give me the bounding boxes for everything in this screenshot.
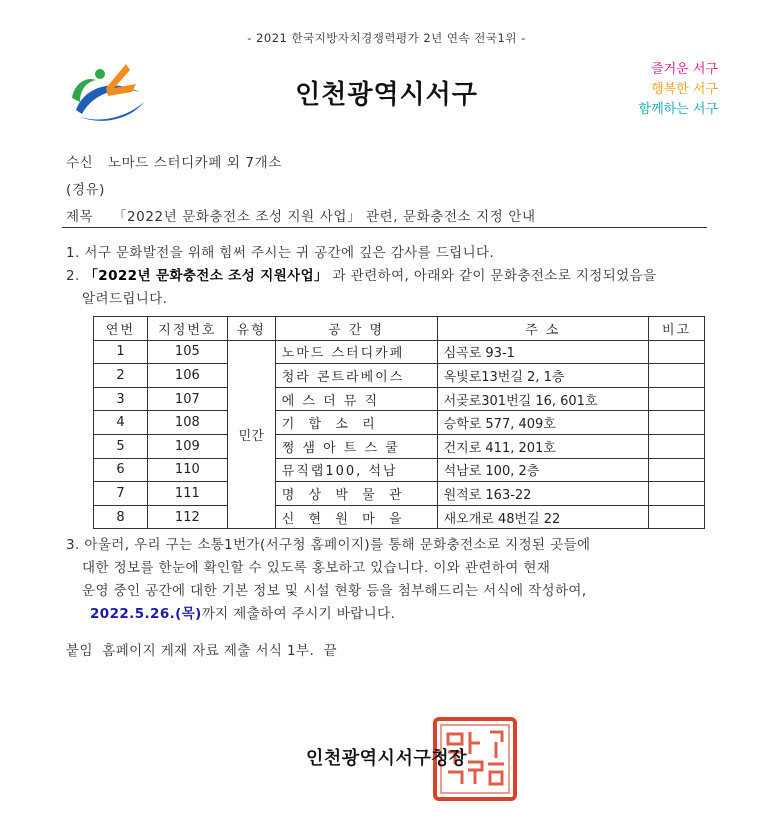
col-type: 유형 <box>227 317 275 341</box>
slogan-line-3: 함께하는 서구 <box>638 102 718 117</box>
subject-label: 제목 <box>66 209 94 225</box>
table-header-row <box>94 317 705 341</box>
cultural-center-table <box>93 316 705 529</box>
table-row <box>94 411 705 435</box>
organization-title: 인천광역시서구 <box>295 80 478 110</box>
row-note <box>649 458 705 482</box>
table-row <box>94 482 705 506</box>
row-id: 110 <box>147 458 227 482</box>
row-name: 쩡 샘 아 트 스 쿨 <box>275 434 437 458</box>
row-note <box>649 411 705 435</box>
subject-divider <box>62 227 707 228</box>
row-no: 5 <box>94 434 148 458</box>
slogan-line-1: 즐거운 서구 <box>651 62 718 77</box>
row-id: 112 <box>147 505 227 529</box>
recipient-line <box>66 151 282 171</box>
col-designation-number: 지정번호 <box>147 317 227 341</box>
row-id: 105 <box>147 340 227 364</box>
row-no: 8 <box>94 505 148 529</box>
signatory: 인천광역시서구청장 <box>306 748 467 769</box>
row-address: 서곶로301번길 16, 601호 <box>437 387 648 411</box>
paragraph-3-line-1: 3. 아울러, 우리 구는 소통1번가(서구청 홈페이지)를 통해 문화충전소로 지정된 곳들에 <box>66 537 591 553</box>
row-id: 108 <box>147 411 227 435</box>
paragraph-2-number: 2. <box>66 268 85 284</box>
row-address: 승학로 577, 409호 <box>437 411 648 435</box>
row-note <box>649 482 705 506</box>
via-line: (경유) <box>66 182 106 198</box>
paragraph-2 <box>66 265 706 288</box>
recipient-value: 노마드 스터디카페 외 7개소 <box>107 155 282 171</box>
row-id: 111 <box>147 482 227 506</box>
row-note <box>649 364 705 388</box>
row-note <box>649 387 705 411</box>
row-name: 노마드 스터디카페 <box>275 340 437 364</box>
row-no: 1 <box>94 340 148 364</box>
row-id: 106 <box>147 364 227 388</box>
row-no: 7 <box>94 482 148 506</box>
paragraph-3-line-4 <box>90 603 730 626</box>
col-space-name: 공 간 명 <box>275 317 437 341</box>
row-address: 새오개로 48번길 22 <box>437 505 648 529</box>
row-note <box>649 340 705 364</box>
subject-value: 「2022년 문화충전소 조성 지원 사업」 관련, 문화충전소 지정 안내 <box>112 209 536 225</box>
row-no: 3 <box>94 387 148 411</box>
slogan <box>618 60 718 120</box>
table-row <box>94 434 705 458</box>
award-note: - 2021 한국지방자치경쟁력평가 2년 연속 전국1위 - <box>247 31 526 45</box>
row-address: 원적로 163-22 <box>437 482 648 506</box>
table-row <box>94 505 705 529</box>
recipient-label: 수신 <box>66 155 94 171</box>
paragraph-2-text: 과 관련하여, 아래와 같이 문화충전소로 지정되었음을 <box>332 268 657 284</box>
row-type-merged: 민간 <box>227 340 275 529</box>
row-address: 건지로 411, 201호 <box>437 434 648 458</box>
slogan-line-2: 행복한 서구 <box>651 82 718 97</box>
row-no: 6 <box>94 458 148 482</box>
col-no: 연번 <box>94 317 148 341</box>
row-name: 에 스 더 뮤 직 <box>275 387 437 411</box>
row-name: 신 현 원 마 을 <box>275 505 437 529</box>
row-no: 2 <box>94 364 148 388</box>
paragraph-3-line-3: 운영 중인 공간에 대한 기본 정보 및 시설 현황 등을 첨부해드리는 서식에 작성하여, <box>82 583 587 599</box>
col-address: 주 소 <box>437 317 648 341</box>
paragraph-2-line-2: 알려드립니다. <box>82 291 168 307</box>
row-address: 옥빛로13번길 2, 1층 <box>437 364 648 388</box>
row-name: 기 합 소 리 <box>275 411 437 435</box>
attachment-line: 붙임 홈페이지 게재 자료 제출 서식 1부. 끝 <box>66 643 337 659</box>
col-note: 비고 <box>649 317 705 341</box>
row-note <box>649 434 705 458</box>
paragraph-3-line-2: 대한 정보를 한눈에 확인할 수 있도록 홍보하고 있습니다. 이와 관련하여 현재 <box>82 560 551 576</box>
table-row <box>94 387 705 411</box>
row-address: 석남로 100, 2층 <box>437 458 648 482</box>
table-row <box>94 340 705 364</box>
deadline-text: 까지 제출하여 주시기 바랍니다. <box>201 606 396 622</box>
row-name: 뮤직랩100, 석남 <box>275 458 437 482</box>
paragraph-1: 1. 서구 문화발전을 위해 힘써 주시는 귀 공간에 깊은 감사를 드립니다. <box>66 245 495 261</box>
deadline-date: 2022.5.26.(목) <box>90 606 202 622</box>
row-note <box>649 505 705 529</box>
row-id: 109 <box>147 434 227 458</box>
row-name: 청라 콘트라베이스 <box>275 364 437 388</box>
row-id: 107 <box>147 387 227 411</box>
table-row <box>94 458 705 482</box>
table-row <box>94 364 705 388</box>
row-name: 명 상 박 물 관 <box>275 482 437 506</box>
paragraph-2-project: 「2022년 문화충전소 조성 지원사업」 <box>84 268 328 284</box>
row-no: 4 <box>94 411 148 435</box>
row-address: 심곡로 93-1 <box>437 340 648 364</box>
subject-line <box>66 205 536 225</box>
